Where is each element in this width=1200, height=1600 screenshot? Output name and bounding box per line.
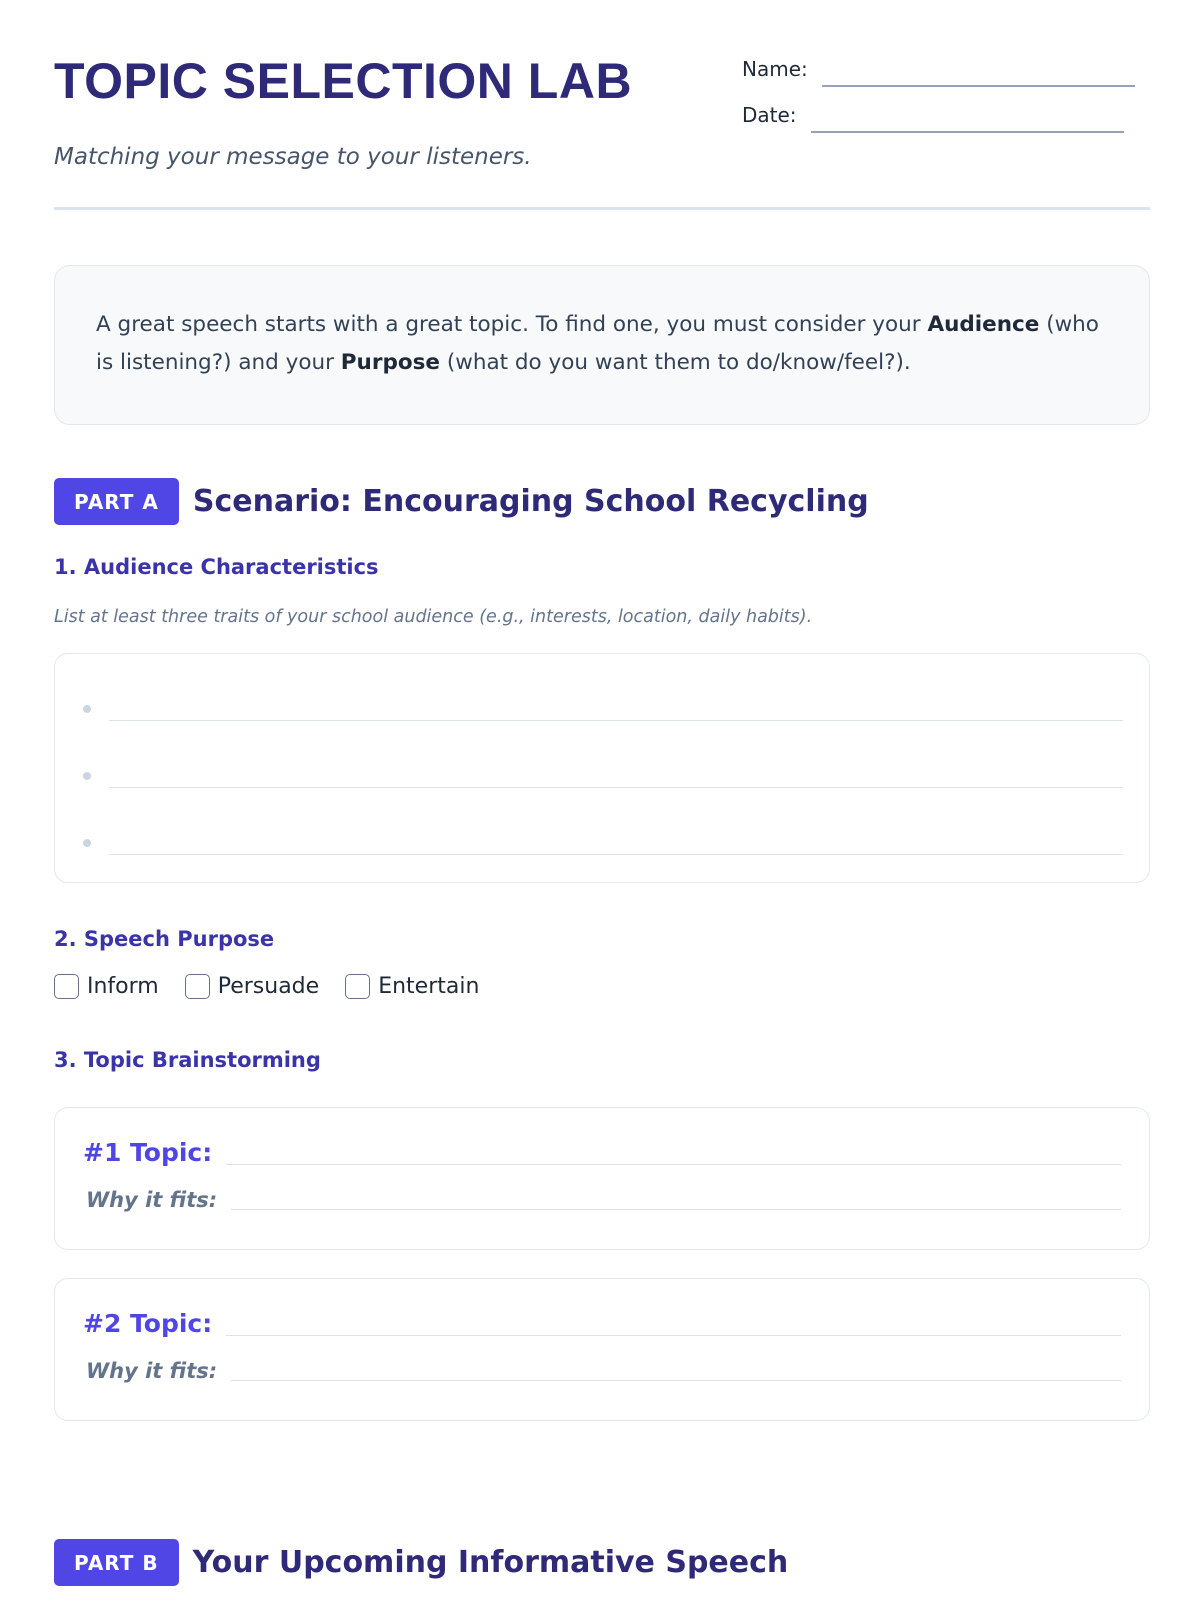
trait-line-2[interactable] — [83, 768, 1123, 788]
audience-traits-box — [54, 653, 1150, 883]
intro-text-1: A great speech starts with a great topic. To find one, you must consider your — [96, 312, 928, 337]
write-line[interactable] — [109, 854, 1123, 855]
topic-card-2 — [54, 1278, 1150, 1421]
part-a-title: Scenario: Encouraging School Recycling — [192, 484, 869, 519]
purpose-heading: 2. Speech Purpose — [54, 927, 275, 951]
date-input-line[interactable] — [811, 131, 1124, 133]
topic-2-label: #2 Topic: — [83, 1309, 213, 1338]
intro-box — [54, 265, 1150, 425]
date-field — [742, 103, 1124, 127]
topic-1-why-row — [83, 1188, 1121, 1212]
part-b-badge: PART B — [54, 1539, 179, 1586]
checkbox[interactable] — [54, 974, 79, 999]
topic-2-why-write-line[interactable] — [231, 1380, 1121, 1381]
topic-2-row — [83, 1309, 1121, 1338]
name-label: Name: — [742, 57, 808, 81]
part-a-badge: PART A — [54, 478, 179, 525]
option-label: Entertain — [378, 974, 480, 999]
topic-1-why-write-line[interactable] — [231, 1209, 1121, 1210]
checkbox[interactable] — [185, 974, 210, 999]
audience-hint: List at least three traits of your school audience (e.g., interests, location, daily habits). — [54, 607, 813, 627]
intro-bold-audience: Audience — [927, 312, 1040, 337]
part-a-header — [54, 478, 869, 525]
part-b-title: Your Upcoming Informative Speech — [192, 1545, 789, 1580]
topic-2-write-line[interactable] — [226, 1335, 1121, 1336]
name-field — [742, 57, 1135, 81]
trait-line-3[interactable] — [83, 835, 1123, 855]
purpose-option-persuade[interactable] — [185, 974, 319, 999]
worksheet-page — [54, 0, 1150, 1600]
topic-1-label: #1 Topic: — [83, 1138, 213, 1167]
bullet-icon — [83, 772, 91, 780]
topic-card-1 — [54, 1107, 1150, 1250]
topic-2-why-row — [83, 1359, 1121, 1383]
name-input-line[interactable] — [822, 85, 1135, 87]
purpose-option-entertain[interactable] — [345, 974, 479, 999]
intro-text-2: (who is listening?) and your — [96, 312, 1099, 375]
date-label: Date: — [742, 103, 797, 127]
page-title: TOPIC SELECTION LAB — [54, 53, 633, 109]
part-b-header — [54, 1539, 788, 1586]
intro-bold-purpose: Purpose — [340, 350, 441, 375]
topic-2-why-label: Why it fits: — [86, 1359, 218, 1383]
write-line[interactable] — [109, 720, 1123, 721]
intro-text-3: (what do you want them to do/know/feel?). — [440, 350, 911, 375]
purpose-options — [54, 974, 505, 999]
page-subtitle: Matching your message to your listeners. — [54, 144, 532, 170]
trait-line-1[interactable] — [83, 701, 1123, 721]
bullet-icon — [83, 839, 91, 847]
topic-1-write-line[interactable] — [226, 1164, 1121, 1165]
header-divider — [54, 207, 1150, 210]
audience-heading: 1. Audience Characteristics — [54, 555, 379, 579]
option-label: Inform — [87, 974, 159, 999]
option-label: Persuade — [217, 974, 320, 999]
write-line[interactable] — [109, 787, 1123, 788]
topic-1-why-label: Why it fits: — [86, 1188, 218, 1212]
purpose-option-inform[interactable] — [54, 974, 159, 999]
brainstorm-heading: 3. Topic Brainstorming — [54, 1048, 321, 1072]
topic-1-row — [83, 1138, 1121, 1167]
bullet-icon — [83, 705, 91, 713]
checkbox[interactable] — [345, 974, 370, 999]
